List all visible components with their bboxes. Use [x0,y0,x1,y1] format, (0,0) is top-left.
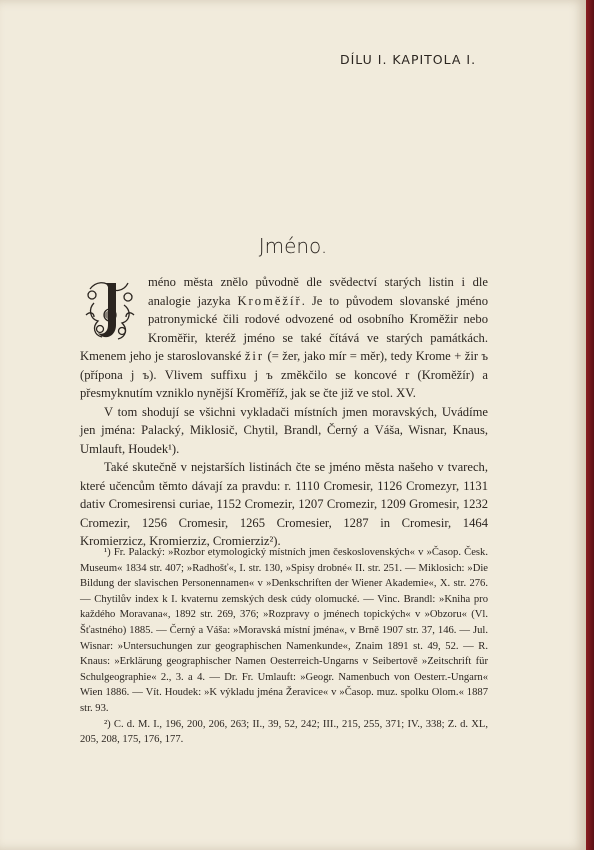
ornamental-initial-j [80,275,140,345]
paragraph-1: méno města znělo původně dle svědectví starých listin i dle analogie jazyka Kroměžíř. Je to původem slovanské jméno patronymické čili rodové odvozené od osobního Kroměžir nebo Kroměřir, kteréž jméno se také čítává ve starých památkách. Kmenem jeho je staroslovanské žir (= žer, jako mír = měr), tedy Krome + žir ъ (přípona j ъ). Vlivem suffixu j ъ změkčilo se koncové r (Kroměžír) a přesmyknutím vzniklo nynější Kroměříž, jak se čte již ve stol. XV. [80,275,488,400]
footnote-1: ¹) Fr. Palacký: »Rozbor etymologický místních jmen československých« v »Časop. Česk. Museum« 1834 str. 407; »Radhošť«, I. str. 130, »Spisy drobné« II. str. 251. — Miklosich: »Die Bildung der slavischen Personennamen« v »Denkschriften der Wiener Akademie«, X. str. 276. — Chytilův index k I. kvaternu zemských desk cúdy olomucké. — Vinc. Brandl: »Kniha pro každého Moravana«, 1892 str. 269, 376; »Rozpravy o jménech topických« v »Obzoru« (Vl. Šťastného) 1885. — Černý a Váša: »Moravská místní jména«, v Brně 1907 str. 37, 146. — Jul. Wisnar: »Untersuchungen zur geographischen Namenkunde«, Znaim 1891 st. 49, 52. — R. Knaus: »Erklärung geographischer Namen Oesterreich-Ungarns v Seibertově »Zeitschrift für Schulgeographie« 2., 3. a 4. — Dr. Fr. Umlauft: »Geogr. Namenbuch von Oesterr.-Ungarn« Wien 1886. — Vít. Houdek: »K výkladu jména Žeravice« v »Časop. muz. spolku Olom.« 1887 str. 93. [80,547,488,714]
main-text [80,273,488,551]
book-spine-edge [586,0,594,850]
footnotes [80,545,488,748]
paragraph-2: V tom shodují se všichni vykladači místních jmen moravských, Uvádíme jen jména: Palacký, Miklosič, Chytil, Brandl, Černý a Váša, Wisnar, Knaus, Umlauft, Houdek¹). [80,404,488,456]
running-header: DÍLU I. KAPITOLA I. [340,52,477,67]
paragraph-3: Také skutečně v nejstarších listinách čte se jméno města našeho v tvarech, které učencům těmto dávají za pravdu: r. 1110 Cromesir, 1126 Cromezyr, 1131 dativ Cromesirensi curiae, 1152 Cromezir, 1207 Cromezir, 1209 Gromesir, 1232 Cromezir, 1256 Cromesir, 1265 Cromesier, 1287 in Cromesir, 1464 Kromierzicz, Kromierziz, Cromierziz²). [80,460,488,548]
footnote-2: ²) C. d. M. I., 196, 200, 206, 263; II., 39, 52, 242; III., 215, 255, 371; IV., 338; Z. d. XL, 205, 208, 175, 176, 177. [80,718,488,746]
section-title: Jméno. [258,234,328,258]
